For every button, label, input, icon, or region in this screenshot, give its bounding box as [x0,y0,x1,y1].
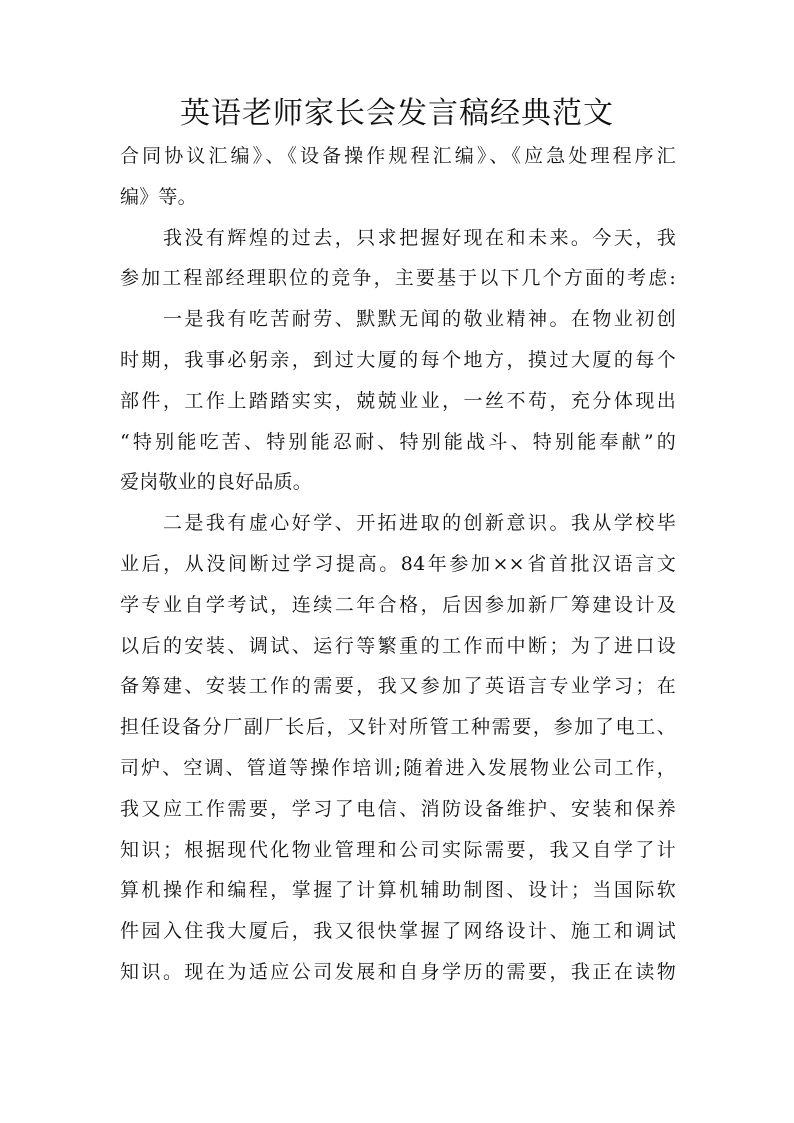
body-line: 我又应工作需要，学习了电信、消防设备维护、安装和保养 [120,797,676,820]
body-line: 知识；根据现代化物业管理和公司实际需要，我又自学了计 [120,838,676,861]
body-line: 知识。现在为适应公司发展和自身学历的需要，我正在读物 [120,960,676,983]
body-line: 爱岗敬业的良好品质。 [120,471,313,494]
body-line: 我没有辉煌的过去，只求把握好现在和未来。今天，我 [120,226,676,249]
body-line: 部件，工作上踏踏实实，兢兢业业，一丝不苟，充分体现出 [120,389,676,412]
document-title: 英语老师家长会发言稿经典范文 [180,96,614,131]
body-line: 以后的安装、调试、运行等繁重的工作而中断；为了进口设 [120,634,676,657]
body-line: 业后，从没间断过学习提高。84年参加××省首批汉语言文 [120,552,676,575]
body-line: 编》等。 [120,185,197,208]
body-line: 备筹建、安装工作的需要，我又参加了英语言专业学习；在 [120,675,676,698]
document-body [120,136,676,993]
body-line: 件园入住我大厦后，我又很快掌握了网络设计、施工和调试 [120,920,676,943]
body-line: 学专业自学考试，连续二年合格，后因参加新厂筹建设计及 [120,593,676,616]
body-line: 合同协议汇编》、《设备操作规程汇编》、《应急处理程序汇 [120,145,676,167]
body-line: 一是我有吃苦耐劳、默默无闻的敬业精神。在物业初创 [120,308,676,331]
body-line: 算机操作和编程，掌握了计算机辅助制图、设计；当国际软 [120,879,676,902]
body-line: 二是我有虚心好学、开拓进取的创新意识。我从学校毕 [120,512,676,535]
body-line: 参加工程部经理职位的竞争，主要基于以下几个方面的考虑: [120,267,676,290]
body-line: “特别能吃苦、特别能忍耐、特别能战斗、特别能奉献”的 [120,430,676,453]
body-line: 司炉、空调、管道等操作培训;随着进入发展物业公司工作， [120,756,676,779]
body-line: 担任设备分厂副厂长后，又针对所管工种需要，参加了电工、 [120,716,676,739]
body-line: 时期，我事必躬亲，到过大厦的每个地方，摸过大厦的每个 [120,348,676,371]
